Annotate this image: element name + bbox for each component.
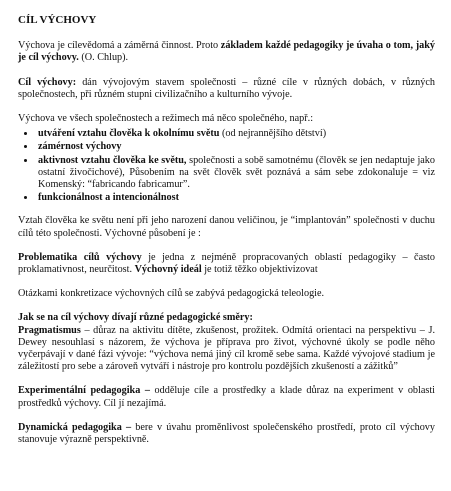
problems-term: Problematika cílů výchovy (18, 251, 142, 263)
paragraph-common-intro: Výchova ve všech společnostech a režimech má něco společného, např.: (18, 113, 314, 125)
paragraph-relation: Vztah člověka ke světu není při jeho narození danou veličinou, je “implantován” společnosti v duchu cílů této společnosti. Výchovné působení je : (18, 215, 435, 239)
intro-bold: základem každé pedagogiky je úvaha o tom, jaký je cíl výchovy. (18, 40, 435, 64)
paragraph-experimental (18, 385, 435, 409)
experimental-term: Experimentální pedagogika – (18, 385, 150, 397)
pragmatism-text: – důraz na aktivitu dítěte, zkušenost, prožitek. Odmítá orientaci na perspektivu – J. Dewey nesouhlasí s názorem, že výchova je příprava pro život, výchovné úkoly se podle něho vyčerpávají v dané fázi vývoje: “výchova nemá jiný cíl kromě sebe sama. Každé vývojové stadium je záležitostí pro sebe a zároveň vytváří i nástroje pro kontrolu pozdějších zkušeností a zážitků” (18, 324, 435, 373)
document-title: CÍL VÝCHOVY (18, 14, 97, 26)
ideal-term: Výchovný ideál (134, 264, 202, 276)
list-item-text: (od nejrannějšího dětství) (219, 128, 327, 140)
problems-text-1: je jedna z nejméně propracovaných oblastí pedagogiky – často proklamativnost, neurčitost. (18, 251, 435, 276)
intro-text-2: (O. Chlup). (78, 52, 129, 64)
paragraph-problems (18, 252, 435, 276)
paragraph-directions (18, 312, 435, 373)
paragraph-intro (18, 40, 435, 64)
intro-text-1: Výchova je cílevědomá a záměrná činnost. Proto (18, 40, 221, 52)
goal-term: Cíl výchovy: (18, 76, 77, 88)
list-item (36, 154, 435, 192)
dynamic-term: Dynamická pedagogika – (18, 421, 132, 433)
problems-text-2: je totiž těžko objektivizovat (201, 264, 318, 276)
list-item-term: funkcionálnost a intencionálnost (38, 192, 179, 204)
paragraph-dynamic (18, 422, 435, 446)
list-item (36, 140, 435, 153)
experimental-text: odděluje cíle a prostředky a klade důraz na experiment v oblasti prostředků výchovy. Cíl jí nezajímá. (18, 385, 436, 409)
list-item-term: utváření vztahu člověka k okolnímu světu (38, 128, 220, 140)
list-item-term: aktivnost vztahu člověka ke světu, (38, 154, 187, 166)
paragraph-teleology: Otázkami konkretizace výchovných cílů se zabývá pedagogická teleologie. (18, 288, 325, 300)
pragmatism-term: Pragmatismus (18, 324, 81, 336)
goal-text: dán vývojovým stavem společnosti – různé cíle v různých dobách, v různých společnostech, při různém stupni civilizačního a kulturního vývoje. (18, 76, 435, 100)
common-features-list (18, 127, 435, 204)
dynamic-text: bere v úvahu proměnlivost společenského prostředí, proto cíl výchovy stanovuje výrazně perspektivně. (18, 421, 435, 446)
directions-heading: Jak se na cíl výchovy dívají různé pedagogické směry: (18, 312, 253, 324)
list-item (36, 191, 435, 204)
list-item (36, 127, 435, 140)
list-item-text: společnosti a sobě samotnému (člověk se jen nedaptuje jako ostatní živočichové), Působením na svět člověk svět poznává a sám sebe zdokonaluje = viz Komenský: “fabricando fabricamur”. (38, 154, 435, 191)
paragraph-goal (18, 77, 435, 101)
list-item-term: zámérnost výchovy (38, 141, 122, 153)
